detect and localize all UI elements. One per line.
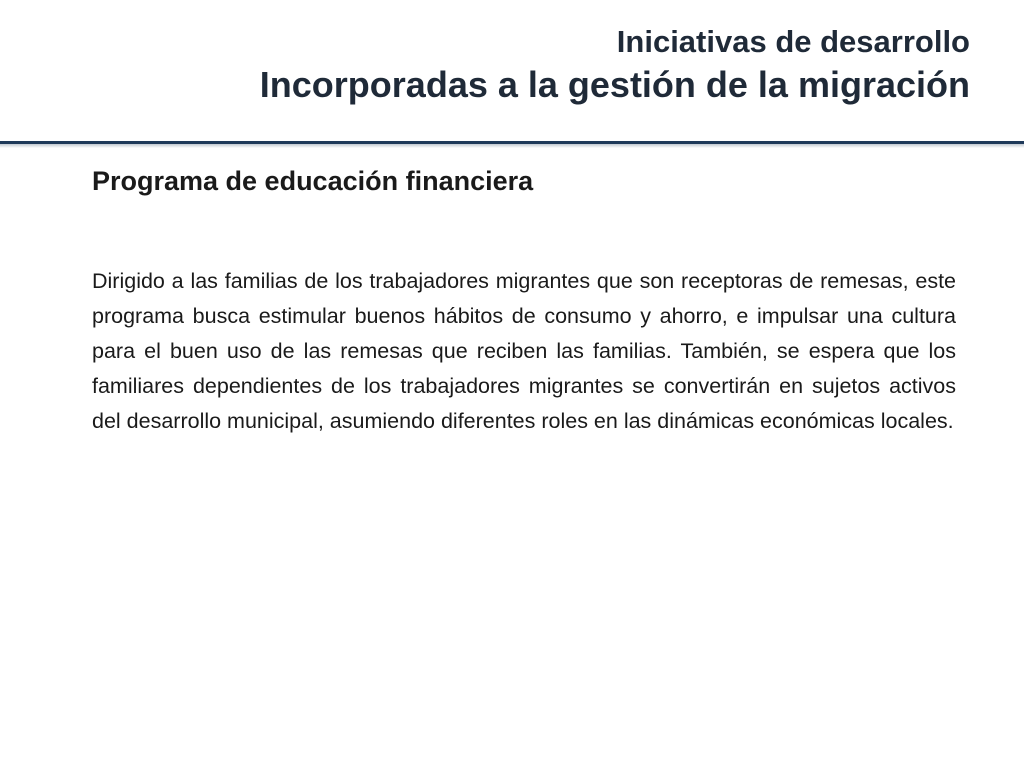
section-subtitle: Programa de educación financiera: [92, 166, 534, 196]
body-paragraph: Dirigido a las familias de los trabajadores migrantes que son receptoras de remesas, este programa busca estimular buenos hábitos de consumo y ahorro, e impulsar una cultura para el buen uso de las remesas que reciben las familias. También, se espera que los familiares dependientes de los trabajadores migrantes se convertirán en sujetos activos del desarrollo municipal, asumiendo diferentes roles en las dinámicas económicas locales.: [92, 269, 956, 434]
slide-title-line2: Incorporadas a la gestión de la migración: [259, 64, 970, 106]
slide-header: [40, 22, 970, 109]
slide-title-line1: Iniciativas de desarrollo: [616, 24, 970, 59]
header-divider-shadow: [0, 144, 1024, 148]
